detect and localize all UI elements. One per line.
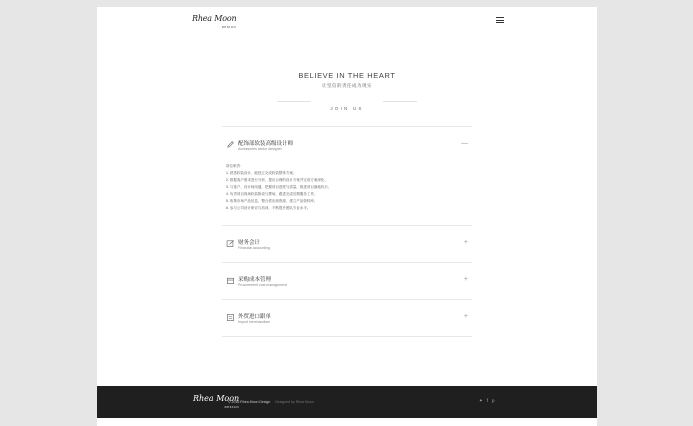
document-icon	[226, 313, 235, 322]
collapse-icon[interactable]: —	[461, 140, 468, 147]
duty-line: 1. 熟悉软装设计，能独立完成软装整体方案；	[226, 171, 297, 175]
site-footer	[97, 386, 597, 418]
hero-section	[97, 71, 597, 111]
job-header[interactable]	[222, 226, 472, 262]
expand-icon[interactable]: +	[463, 239, 468, 246]
join-us-divider	[277, 97, 417, 111]
job-title-en: Accessories senior designer	[238, 147, 282, 151]
job-header[interactable]	[222, 300, 472, 336]
copyright-text: © 2016 Rhea Moon Design	[228, 400, 271, 404]
pinterest-icon[interactable]: p	[492, 398, 495, 403]
duty-line: 5. 收集市场产品信息，整合供应商资源，建立产品资料库；	[226, 199, 318, 203]
job-title: 外贸进口跟单	[238, 314, 272, 320]
facebook-icon[interactable]: f	[486, 398, 489, 403]
divider-line-left	[277, 101, 311, 102]
job-header[interactable]	[222, 263, 472, 299]
job-title-en: Import merchandiser	[238, 320, 271, 324]
join-us-label: JOIN US	[330, 106, 364, 111]
job-item-import-merchandiser	[222, 300, 472, 337]
duty-line: 2. 根据客户需求进行分析，提出合理的设计方案并完成方案深化；	[226, 178, 328, 182]
edit-icon	[226, 239, 235, 248]
page-subtitle: 让坚信的责任成为现实	[322, 83, 372, 88]
duty-line: 4. 负责项目现场软装陈设与摆场，跟进完成后期服务工作；	[226, 192, 318, 196]
page-title: BELIEVE IN THE HEART	[298, 71, 396, 80]
duty-line: 3. 与客户、设计师沟通，把握项目进度与质量，推进项目落地执行；	[226, 185, 332, 189]
job-title: 配饰部软装高级设计师	[238, 141, 294, 147]
job-title-en: Procurement cost management	[238, 283, 287, 287]
box-icon	[226, 276, 235, 285]
job-title: 财务会计	[238, 240, 261, 246]
job-header[interactable]	[222, 127, 472, 163]
logo-sub: DESIGN	[221, 26, 237, 29]
divider-line-right	[383, 101, 417, 102]
pencil-icon	[226, 140, 235, 149]
weibo-icon[interactable]: ✦	[479, 398, 483, 403]
job-item-accessories-designer	[222, 127, 472, 226]
footer-logo-sub: DESIGN	[224, 406, 240, 409]
footer-logo-text: Rhea Moon	[193, 394, 240, 403]
site-header	[97, 7, 597, 37]
job-title-en: Financial accounting	[238, 246, 270, 250]
social-links	[479, 398, 495, 404]
credit-text: Designed by Rhea Moon	[275, 400, 314, 404]
job-title: 采购成本管理	[238, 277, 272, 283]
expand-icon[interactable]: +	[463, 313, 468, 320]
logo-text: Rhea Moon	[192, 14, 237, 23]
job-description	[222, 163, 472, 225]
hamburger-menu-icon[interactable]	[496, 17, 504, 23]
duties-title: 岗位职责：	[226, 164, 244, 168]
job-list	[222, 126, 472, 337]
expand-icon[interactable]: +	[463, 276, 468, 283]
duty-line: 6. 参与公司设计研讨与培训，不断提升团队专业水平。	[226, 206, 311, 210]
job-item-procurement	[222, 263, 472, 300]
copyright	[228, 400, 314, 404]
site-logo[interactable]	[192, 15, 236, 32]
job-item-financial-accounting	[222, 226, 472, 263]
